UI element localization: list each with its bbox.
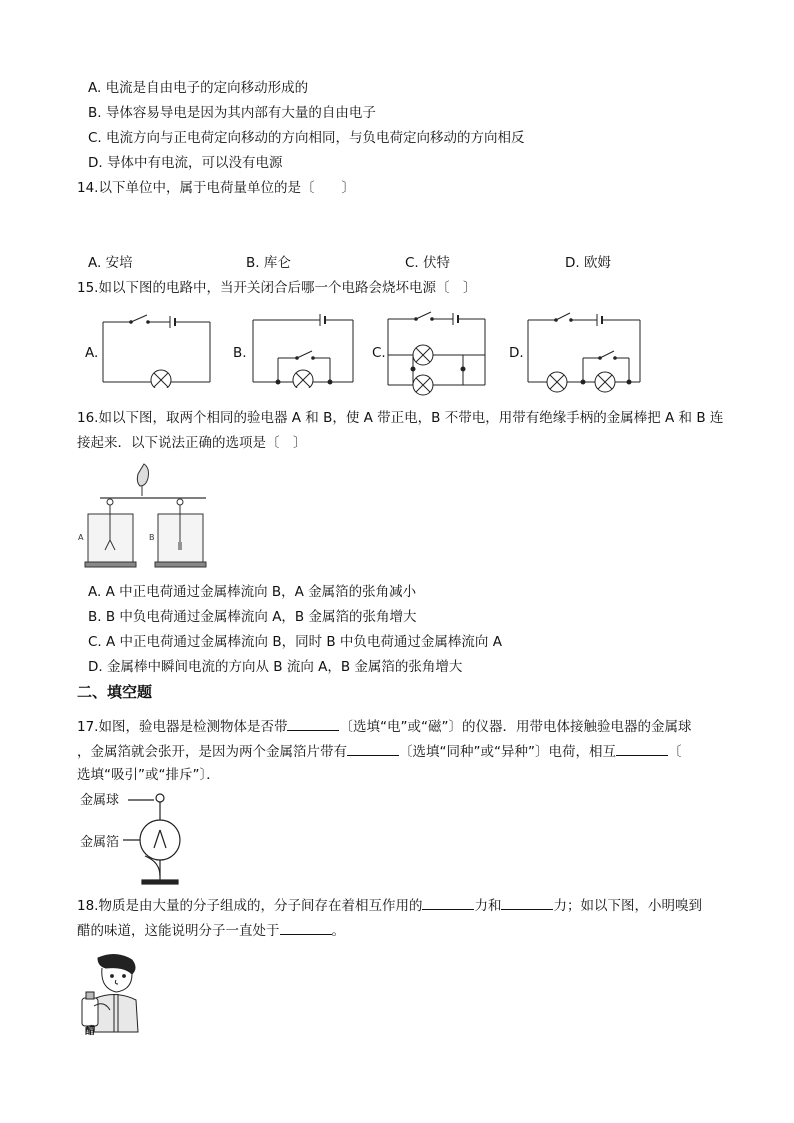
- q16-stem-line2: 接起来．以下说法正确的选项是〔 〕: [77, 435, 307, 451]
- vinegar-bottle-label: 醋: [85, 1026, 95, 1037]
- q14-stem: 14.以下单位中，属于电荷量单位的是〔 〕: [77, 180, 355, 196]
- q18-line1-text-a: 18.物质是由大量的分子组成的，分子间存在着相互作用的: [77, 898, 423, 914]
- q15-stem: 15.如以下图的电路中，当开关闭合后哪一个电路会烧坏电源〔 〕: [77, 280, 477, 296]
- q13-option-a: A. 电流是自由电子的定向移动形成的: [88, 80, 309, 96]
- q13-option-d: D. 导体中有电流，可以没有电源: [88, 155, 283, 171]
- q18-line2-text-a: 醋的味道，这能说明分子一直处于: [77, 923, 280, 939]
- q15-label-a: A.: [85, 345, 99, 361]
- q18-line2: [77, 920, 345, 940]
- label-metal-foil: 金属箔: [80, 835, 120, 850]
- electroscope-a-label: A: [78, 533, 84, 542]
- electroscope-figure: [120, 788, 200, 888]
- q18-blank-3[interactable]: [280, 920, 332, 935]
- q17-blank-3[interactable]: [616, 741, 668, 756]
- q17-blank-2[interactable]: [347, 741, 399, 756]
- q14-option-c: C. 伏特: [405, 255, 451, 271]
- q17-line2-text-a: ，金属箔就会张开，是因为两个金属箔片带有: [77, 744, 347, 760]
- q18-blank-1[interactable]: [422, 895, 474, 910]
- q17-line2-text-b: 〔选填“同种”或“异种”〕电荷，相互: [399, 744, 616, 760]
- q18-line2-text-b: 。: [331, 923, 345, 939]
- q16-option-c: C. A 中正电荷通过金属棒流向 B，同时 B 中负电荷通过金属棒流向 A: [88, 634, 502, 650]
- q18-line1-text-b: 力和: [474, 898, 502, 914]
- q14-option-d: D. 欧姆: [565, 255, 611, 271]
- circuit-d-diagram: [525, 308, 645, 393]
- q18-blank-2[interactable]: [501, 895, 553, 910]
- q16-option-d: D. 金属棒中瞬间电流的方向从 B 流向 A，B 金属箔的张角增大: [88, 659, 463, 675]
- q14-option-a: A. 安培: [88, 255, 133, 271]
- q17-line1: [77, 716, 691, 736]
- q18-line1: [77, 895, 702, 915]
- boy-smelling-vinegar-figure: [76, 952, 146, 1038]
- section-title: 二、填空题: [77, 683, 153, 701]
- circuit-b-diagram: [250, 308, 360, 388]
- q17-line2: [77, 741, 681, 761]
- q15-label-c: C.: [372, 345, 386, 361]
- q16-stem-line1: 16.如以下图，取两个相同的验电器 A 和 B，使 A 带正电，B 不带电，用带有绝缘手柄的金属棒把 A 和 B 连: [77, 410, 724, 426]
- q17-line1-text-b: 〔选填“电”或“磁”〕的仪器．用带电体接触验电器的金属球: [339, 719, 692, 735]
- q18-line1-text-c: 力；如以下图，小明嗅到: [553, 898, 702, 914]
- q14-option-b: B. 库仑: [246, 255, 291, 271]
- q17-line1-text-a: 17.如图，验电器是检测物体是否带: [77, 719, 288, 735]
- q16-option-a: A. A 中正电荷通过金属棒流向 B，A 金属箔的张角减小: [88, 584, 417, 600]
- q17-line2-text-c: 〔: [667, 744, 682, 760]
- q15-label-b: B.: [233, 345, 247, 361]
- q17-blank-1[interactable]: [287, 716, 339, 731]
- electroscope-b-label: B: [149, 533, 155, 542]
- q17-line3: 选填“吸引”或“排斥”〕．: [77, 767, 220, 783]
- electroscope-pair-figure: [78, 462, 213, 570]
- q13-option-b: B. 导体容易导电是因为其内部有大量的自由电子: [88, 105, 376, 121]
- q16-option-b: B. B 中负电荷通过金属棒流向 A，B 金属箔的张角增大: [88, 609, 417, 625]
- q13-option-c: C. 电流方向与正电荷定向移动的方向相同，与负电荷定向移动的方向相反: [88, 130, 525, 146]
- label-metal-ball: 金属球: [80, 793, 120, 808]
- circuit-c-diagram: [385, 305, 495, 400]
- circuit-a-diagram: [100, 308, 215, 388]
- q15-label-d: D.: [509, 345, 524, 361]
